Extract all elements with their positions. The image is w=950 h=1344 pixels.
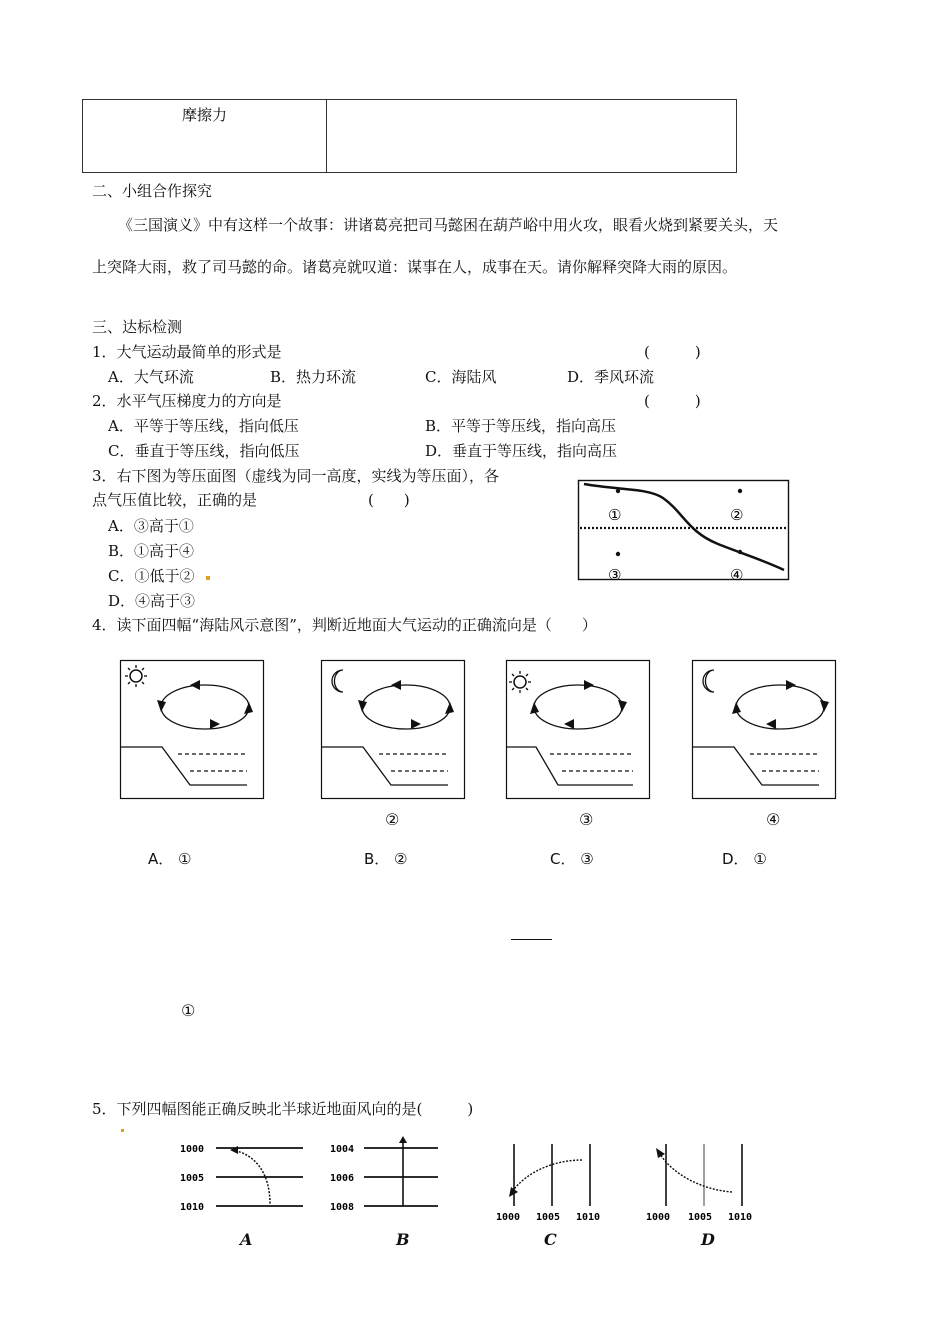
q5-text: 5．下列四幅图能正确反映北半球近地面风向的是( ): [92, 1100, 474, 1118]
q3-option-d: D．④高于③: [108, 592, 196, 610]
q3-option-a: A．③高于①: [108, 517, 194, 535]
wind-figure-b: [330, 1136, 440, 1216]
moon-icon: [332, 670, 343, 692]
isobar-label: 1005: [536, 1212, 561, 1223]
point-4-dot: [738, 550, 742, 554]
sea-breeze-figure-1: [120, 660, 265, 800]
q1-option-d: D．季风环流: [567, 368, 655, 386]
isobar-label: 1008: [330, 1202, 355, 1213]
point-1-dot: [616, 489, 620, 493]
figure-letter-a: A: [240, 1230, 253, 1249]
sea-breeze-figure-2: [321, 660, 466, 800]
figure-letter-b: B: [396, 1230, 410, 1249]
point-2-dot: [738, 489, 742, 493]
point-2-label: ②: [730, 506, 744, 524]
q1-text: 1．大气运动最简单的形式是: [92, 343, 282, 361]
table-row-label: 摩擦力: [181, 106, 227, 124]
q3-text-line1: 3．右下图为等压面图（虚线为同一高度，实线为等压面），各: [92, 467, 500, 485]
isobar-label: 1005: [180, 1173, 205, 1184]
point-4-label: ④: [730, 566, 744, 584]
figure-label-3: ③: [579, 810, 594, 829]
sea-breeze-figure-4: [692, 660, 837, 800]
q4-option-d: D． ①: [722, 850, 767, 868]
q1-answer-paren: ( ): [644, 343, 701, 361]
q3-option-b: B．①高于④: [108, 542, 195, 560]
isobar-label: 1000: [180, 1144, 205, 1155]
isobar-label: 1000: [646, 1212, 671, 1223]
sea-breeze-figure-3: [506, 660, 651, 800]
section2-paragraph-line2: 上突降大雨，救了司马懿的命。诸葛亮就叹道：谋事在人，成事在天。请你解释突降大雨的原因。: [92, 258, 738, 276]
stray-line: [511, 939, 552, 940]
q3-option-c: C．①低于②: [108, 567, 195, 585]
wind-figure-c: [494, 1142, 614, 1224]
point-1-label: ①: [608, 506, 622, 524]
friction-table: [82, 99, 737, 173]
section2-heading: 二、小组合作探究: [92, 182, 213, 200]
q3-answer-paren: ( ): [368, 491, 410, 509]
sun-icon: [125, 665, 147, 687]
q4-option-b: B． ②: [364, 850, 408, 868]
isobar-label: 1010: [728, 1212, 753, 1223]
stray-circled-label: ①: [181, 1001, 196, 1020]
q2-option-c: C．垂直于等压线，指向低压: [108, 442, 300, 460]
sun-icon: [509, 671, 531, 693]
isobaric-surface-diagram: [578, 480, 790, 584]
isobar-label: 1004: [330, 1144, 355, 1155]
isobar-label: 1006: [330, 1173, 355, 1184]
q1-option-a: A．大气环流: [108, 368, 194, 386]
section3-heading: 三、达标检测: [92, 318, 183, 336]
isobar-label: 1005: [688, 1212, 713, 1223]
q4-option-a: A． ①: [148, 850, 192, 868]
moon-icon: [703, 670, 714, 692]
wind-arrow: [512, 1160, 582, 1192]
q2-option-a: A．平等于等压线，指向低压: [108, 417, 299, 435]
q2-option-b: B．平等于等压线，指向高压: [425, 417, 617, 435]
isobar-label: 1000: [496, 1212, 521, 1223]
q3-text-line2: 点气压值比较，正确的是: [92, 491, 258, 509]
isobar-label: 1010: [180, 1202, 205, 1213]
stray-mark: [121, 1129, 124, 1132]
figure-label-4: ④: [766, 810, 781, 829]
wind-figure-d: [644, 1142, 764, 1224]
q4-text: 4．读下面四幅“海陆风示意图”，判断近地面大气运动的正确流向是（ ）: [92, 616, 597, 634]
wind-arrow: [660, 1154, 732, 1192]
table-divider: [326, 100, 327, 172]
wind-figure-a: [178, 1140, 308, 1218]
q1-option-c: C．海陆风: [425, 368, 497, 386]
figure-letter-d: D: [701, 1230, 715, 1249]
q2-answer-paren: ( ): [644, 392, 701, 410]
q2-text: 2．水平气压梯度力的方向是: [92, 392, 282, 410]
q2-option-d: D．垂直于等压线，指向高压: [425, 442, 618, 460]
q4-option-c: C． ③: [550, 850, 594, 868]
section2-paragraph-line1: 《三国演义》中有这样一个故事：讲诸葛亮把司马懿困在葫芦峪中用火攻，眼看火烧到紧要关头，天: [118, 216, 779, 234]
figure-letter-c: C: [544, 1230, 557, 1249]
stray-mark: [206, 576, 210, 580]
figure-label-2: ②: [385, 810, 400, 829]
point-3-label: ③: [608, 566, 622, 584]
point-3-dot: [616, 552, 620, 556]
q1-option-b: B．热力环流: [270, 368, 357, 386]
isobar-label: 1010: [576, 1212, 601, 1223]
